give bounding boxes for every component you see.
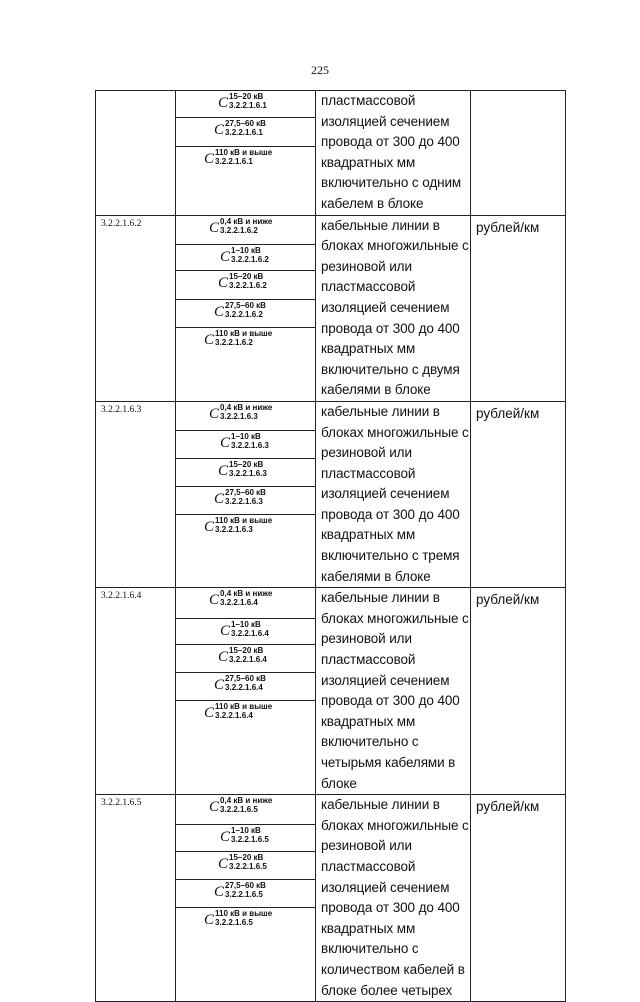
voltage-superscript: 1–10 кВ — [231, 431, 261, 441]
row-code: 3.2.2.1.6.4 — [96, 588, 176, 795]
symbol-letter: C — [220, 623, 231, 640]
symbol-letter: C — [218, 649, 229, 666]
rate-symbol — [218, 92, 267, 112]
rate-symbol — [214, 488, 266, 508]
voltage-superscript: 1–10 кВ — [231, 826, 261, 836]
rate-symbol — [204, 148, 272, 168]
row-description — [316, 215, 471, 401]
description-line: кабельные линии в — [321, 797, 440, 813]
symbol-letter: C — [209, 405, 220, 422]
rate-symbol — [214, 119, 266, 139]
description-line: изоляцией сечением — [321, 879, 450, 895]
description-line: кабельные линии в — [321, 590, 440, 606]
code-subscript: 3.2.2.1.6.1 — [215, 157, 253, 166]
row-description — [316, 401, 471, 587]
description-line: квадратных мм — [321, 527, 416, 543]
row-code: 3.2.2.1.6.3 — [96, 401, 176, 587]
rate-symbol-row — [176, 825, 315, 852]
symbol-letter: C — [214, 490, 225, 507]
voltage-superscript: 27,5–60 кВ — [225, 300, 266, 310]
row-code: 3.2.2.1.6.2 — [96, 215, 176, 401]
symbol-letter: C — [204, 518, 215, 535]
symbol-letter: C — [209, 799, 220, 816]
voltage-superscript: 0,4 кВ и ниже — [220, 796, 273, 806]
description-line: кабельные линии в — [321, 403, 440, 419]
rate-symbol-row — [176, 431, 315, 459]
rate-symbol — [214, 301, 266, 321]
rate-symbol-row — [176, 588, 315, 619]
voltage-superscript: 15–20 кВ — [229, 853, 264, 863]
rate-symbol — [214, 674, 266, 694]
voltage-superscript: 27,5–60 кВ — [225, 881, 266, 891]
page-number: 225 — [311, 63, 329, 77]
row-code — [96, 91, 176, 216]
symbol-letter: C — [214, 884, 225, 901]
code-subscript: 3.2.2.1.6.4 — [231, 629, 269, 639]
symbol-letter: C — [204, 705, 215, 722]
row-description — [316, 795, 471, 1002]
rate-symbol-row — [176, 459, 315, 487]
code-subscript: 3.2.2.1.6.4 — [225, 683, 263, 693]
voltage-superscript: 15–20 кВ — [229, 92, 264, 101]
description-line: резиновой или — [321, 258, 412, 274]
rate-symbols-cell — [176, 588, 316, 795]
rate-symbol-row — [176, 216, 315, 245]
code-subscript: 3.2.2.1.6.3 — [220, 411, 258, 421]
rate-symbol — [204, 329, 272, 349]
description-line: резиновой или — [321, 631, 412, 647]
code-subscript: 3.2.2.1.6.3 — [229, 468, 267, 478]
code-subscript: 3.2.2.1.6.2 — [229, 280, 267, 290]
row-unit: рублей/км — [471, 215, 566, 401]
symbol-letter: C — [204, 151, 215, 167]
description-line: квадратных мм — [321, 154, 416, 170]
row-unit: рублей/км — [471, 588, 566, 795]
voltage-superscript: 27,5–60 кВ — [225, 119, 266, 128]
code-subscript: 3.2.2.1.6.3 — [225, 496, 263, 506]
description-line: квадратных мм — [321, 713, 416, 729]
rate-symbol-row — [176, 645, 315, 673]
table-row — [96, 795, 566, 1002]
description-line: резиновой или — [321, 445, 412, 461]
description-line: блоке более четырех — [321, 982, 453, 998]
code-subscript: 3.2.2.1.6.2 — [215, 337, 253, 347]
description-line: изоляцией сечением — [321, 113, 450, 129]
voltage-superscript: 1–10 кВ — [231, 620, 261, 630]
description-line: блоке — [321, 775, 357, 791]
row-description — [316, 588, 471, 795]
voltage-superscript: 0,4 кВ и ниже — [220, 216, 273, 226]
description-line: блоках многожильные с — [321, 424, 469, 440]
rate-symbols-cell — [176, 401, 316, 587]
code-subscript: 3.2.2.1.6.1 — [229, 101, 267, 110]
code-subscript: 3.2.2.1.6.3 — [215, 524, 253, 534]
rate-symbols-cell — [176, 215, 316, 401]
symbol-letter: C — [220, 248, 231, 265]
rate-symbol-row — [176, 880, 315, 908]
voltage-superscript: 1–10 кВ — [231, 245, 261, 255]
voltage-superscript: 110 кВ и выше — [215, 328, 273, 338]
code-subscript: 3.2.2.1.6.4 — [215, 711, 253, 721]
row-code: 3.2.2.1.6.5 — [96, 795, 176, 1002]
code-subscript: 3.2.2.1.6.4 — [220, 598, 258, 608]
symbol-letter: C — [220, 434, 231, 451]
description-line: четырьмя кабелями в — [321, 755, 456, 770]
rate-symbol-row — [176, 300, 315, 328]
voltage-superscript: 110 кВ и выше — [215, 909, 273, 919]
symbol-letter: C — [214, 303, 225, 320]
rate-symbol — [220, 620, 269, 640]
rate-symbol — [220, 826, 269, 846]
description-line: включительно с двумя — [321, 361, 460, 377]
code-subscript: 3.2.2.1.6.5 — [229, 862, 267, 872]
rate-symbol-row — [176, 795, 315, 825]
description-line: провода от 300 до 400 — [321, 320, 460, 336]
description-line: изоляцией сечением — [321, 486, 450, 502]
rate-symbol — [218, 460, 267, 480]
voltage-superscript: 110 кВ и выше — [215, 148, 273, 157]
description-line: изоляцией сечением — [321, 299, 450, 315]
symbol-letter: C — [204, 331, 215, 348]
description-line: пластмассовой — [321, 93, 416, 108]
code-subscript: 3.2.2.1.6.2 — [231, 254, 269, 264]
code-subscript: 3.2.2.1.6.2 — [225, 309, 263, 319]
description-line: пластмассовой — [321, 652, 416, 668]
rate-symbol-row — [176, 147, 315, 194]
description-line: включительно с одним — [321, 175, 462, 191]
symbol-letter: C — [209, 219, 220, 236]
rate-symbol-row — [176, 619, 315, 645]
symbol-letter: C — [218, 856, 229, 873]
voltage-superscript: 15–20 кВ — [229, 459, 264, 469]
symbol-letter: C — [220, 829, 231, 846]
rate-symbol — [218, 853, 267, 873]
row-unit: рублей/км — [471, 795, 566, 1002]
description-line: пластмассовой — [321, 858, 416, 874]
table-row — [96, 588, 566, 795]
rate-symbol — [209, 403, 272, 423]
rate-symbol — [218, 272, 267, 292]
rate-symbol — [220, 432, 269, 452]
description-line: кабелями в блоке — [321, 568, 431, 584]
symbol-letter: C — [218, 462, 229, 479]
voltage-superscript: 15–20 кВ — [229, 646, 264, 656]
description-line: количеством кабелей в — [321, 961, 465, 977]
description-line: провода от 300 до 400 — [321, 506, 460, 522]
table-row — [96, 215, 566, 401]
description-line: квадратных мм — [321, 341, 416, 357]
voltage-superscript: 0,4 кВ и ниже — [220, 402, 273, 412]
voltage-superscript: 15–20 кВ — [229, 271, 264, 281]
symbol-letter: C — [214, 122, 225, 138]
description-line: кабелями в блоке — [321, 382, 431, 398]
rate-symbol-row — [176, 402, 315, 431]
rate-symbol — [218, 646, 267, 666]
table-row — [96, 91, 566, 216]
row-description — [316, 91, 471, 216]
voltage-superscript: 27,5–60 кВ — [225, 674, 266, 684]
description-line: кабельные линии в — [321, 217, 440, 233]
code-subscript: 3.2.2.1.6.2 — [220, 225, 258, 235]
rate-symbol-row — [176, 91, 315, 118]
rate-symbol — [209, 589, 272, 609]
rate-symbol-row — [176, 487, 315, 515]
rate-symbol-row — [176, 908, 315, 961]
rate-symbol — [209, 796, 272, 816]
row-unit: рублей/км — [471, 401, 566, 587]
rate-symbol — [204, 702, 272, 722]
code-subscript: 3.2.2.1.6.5 — [225, 890, 263, 900]
rate-symbol-row — [176, 673, 315, 701]
voltage-superscript: 110 кВ и выше — [215, 702, 273, 712]
rate-symbol — [209, 217, 272, 237]
description-line: провода от 300 до 400 — [321, 900, 460, 916]
description-line: блоках многожильные с — [321, 610, 469, 626]
rate-symbol-row — [176, 118, 315, 147]
description-line: провода от 300 до 400 — [321, 693, 460, 709]
description-line: пластмассовой — [321, 465, 416, 481]
rate-symbol-row — [176, 515, 315, 551]
symbol-letter: C — [218, 95, 229, 111]
rate-symbol — [204, 909, 272, 929]
description-line: изоляцией сечением — [321, 672, 450, 688]
code-subscript: 3.2.2.1.6.5 — [220, 805, 258, 815]
rate-symbol-row — [176, 245, 315, 271]
tariff-table — [95, 90, 566, 1002]
description-line: блоках многожильные с — [321, 238, 469, 254]
description-line: пластмассовой — [321, 279, 416, 295]
table-row — [96, 401, 566, 587]
description-line: включительно с — [321, 734, 419, 750]
description-line: включительно с тремя — [321, 548, 460, 564]
rate-symbols-cell — [176, 795, 316, 1002]
symbol-letter: C — [218, 274, 229, 291]
symbol-letter: C — [204, 912, 215, 929]
rate-symbol — [204, 516, 272, 536]
code-subscript: 3.2.2.1.6.5 — [231, 835, 269, 845]
rate-symbol-row — [176, 701, 315, 755]
rate-symbols-cell — [176, 91, 316, 216]
rate-symbol-row — [176, 328, 315, 366]
voltage-superscript: 110 кВ и выше — [215, 515, 273, 525]
symbol-letter: C — [214, 677, 225, 694]
description-line: включительно с — [321, 941, 419, 957]
code-subscript: 3.2.2.1.6.1 — [225, 128, 263, 137]
description-line: резиновой или — [321, 838, 412, 854]
description-line: провода от 300 до 400 — [321, 134, 460, 150]
row-unit — [471, 91, 566, 216]
code-subscript: 3.2.2.1.6.3 — [231, 440, 269, 450]
rate-symbol-row — [176, 271, 315, 300]
code-subscript: 3.2.2.1.6.5 — [215, 918, 253, 928]
symbol-letter: C — [209, 592, 220, 609]
description-line: кабелем в блоке — [321, 195, 424, 211]
description-line: квадратных мм — [321, 920, 416, 936]
rate-symbol — [220, 246, 269, 266]
code-subscript: 3.2.2.1.6.4 — [229, 655, 267, 665]
voltage-superscript: 0,4 кВ и ниже — [220, 589, 273, 599]
description-line: блоках многожильные с — [321, 817, 469, 833]
rate-symbol — [214, 881, 266, 901]
voltage-superscript: 27,5–60 кВ — [225, 487, 266, 497]
rate-symbol-row — [176, 852, 315, 880]
